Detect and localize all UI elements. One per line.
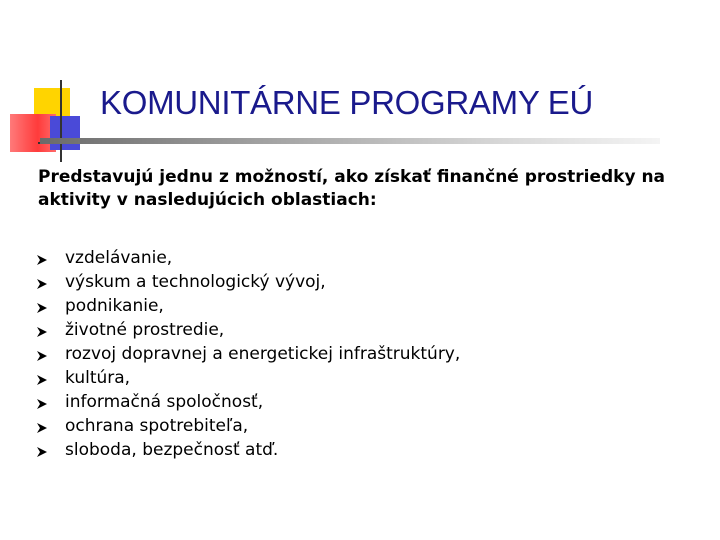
list-item-label: vzdelávanie, — [65, 248, 173, 268]
title-underline — [40, 138, 660, 144]
slide-title: KOMUNITÁRNE PROGRAMY EÚ — [100, 84, 594, 121]
intro-text: Predstavujú jednu z možností, ako získať finančné prostriedky na aktivity v nasledujúcich oblastiach: — [38, 167, 666, 210]
arrowhead-bullet-icon — [36, 398, 48, 410]
arrowhead-bullet-icon — [36, 374, 48, 386]
arrowhead-bullet-icon — [36, 326, 48, 338]
arrowhead-bullet-icon — [36, 350, 48, 362]
arrowhead-bullet-icon — [36, 278, 48, 290]
logo-vertical-line — [60, 80, 62, 162]
list-item-label: podnikanie, — [65, 296, 164, 316]
list-item-label: kultúra, — [65, 368, 131, 388]
arrowhead-bullet-icon — [36, 422, 48, 434]
list-item-label: ochrana spotrebiteľa, — [65, 416, 249, 436]
list-item-label: informačná spoločnosť, — [65, 392, 264, 412]
arrowhead-bullet-icon — [36, 446, 48, 458]
arrowhead-bullet-icon — [36, 302, 48, 314]
logo-blue-square — [50, 116, 80, 150]
list-item-label: výskum a technologický vývoj, — [65, 272, 326, 292]
arrowhead-bullet-icon — [36, 254, 48, 266]
list-item-label: sloboda, bezpečnosť atď. — [65, 440, 279, 460]
list-item-label: životné prostredie, — [65, 320, 225, 340]
list-item-label: rozvoj dopravnej a energetickej infraštruktúry, — [65, 344, 461, 364]
decorative-logo-icon — [10, 76, 90, 166]
